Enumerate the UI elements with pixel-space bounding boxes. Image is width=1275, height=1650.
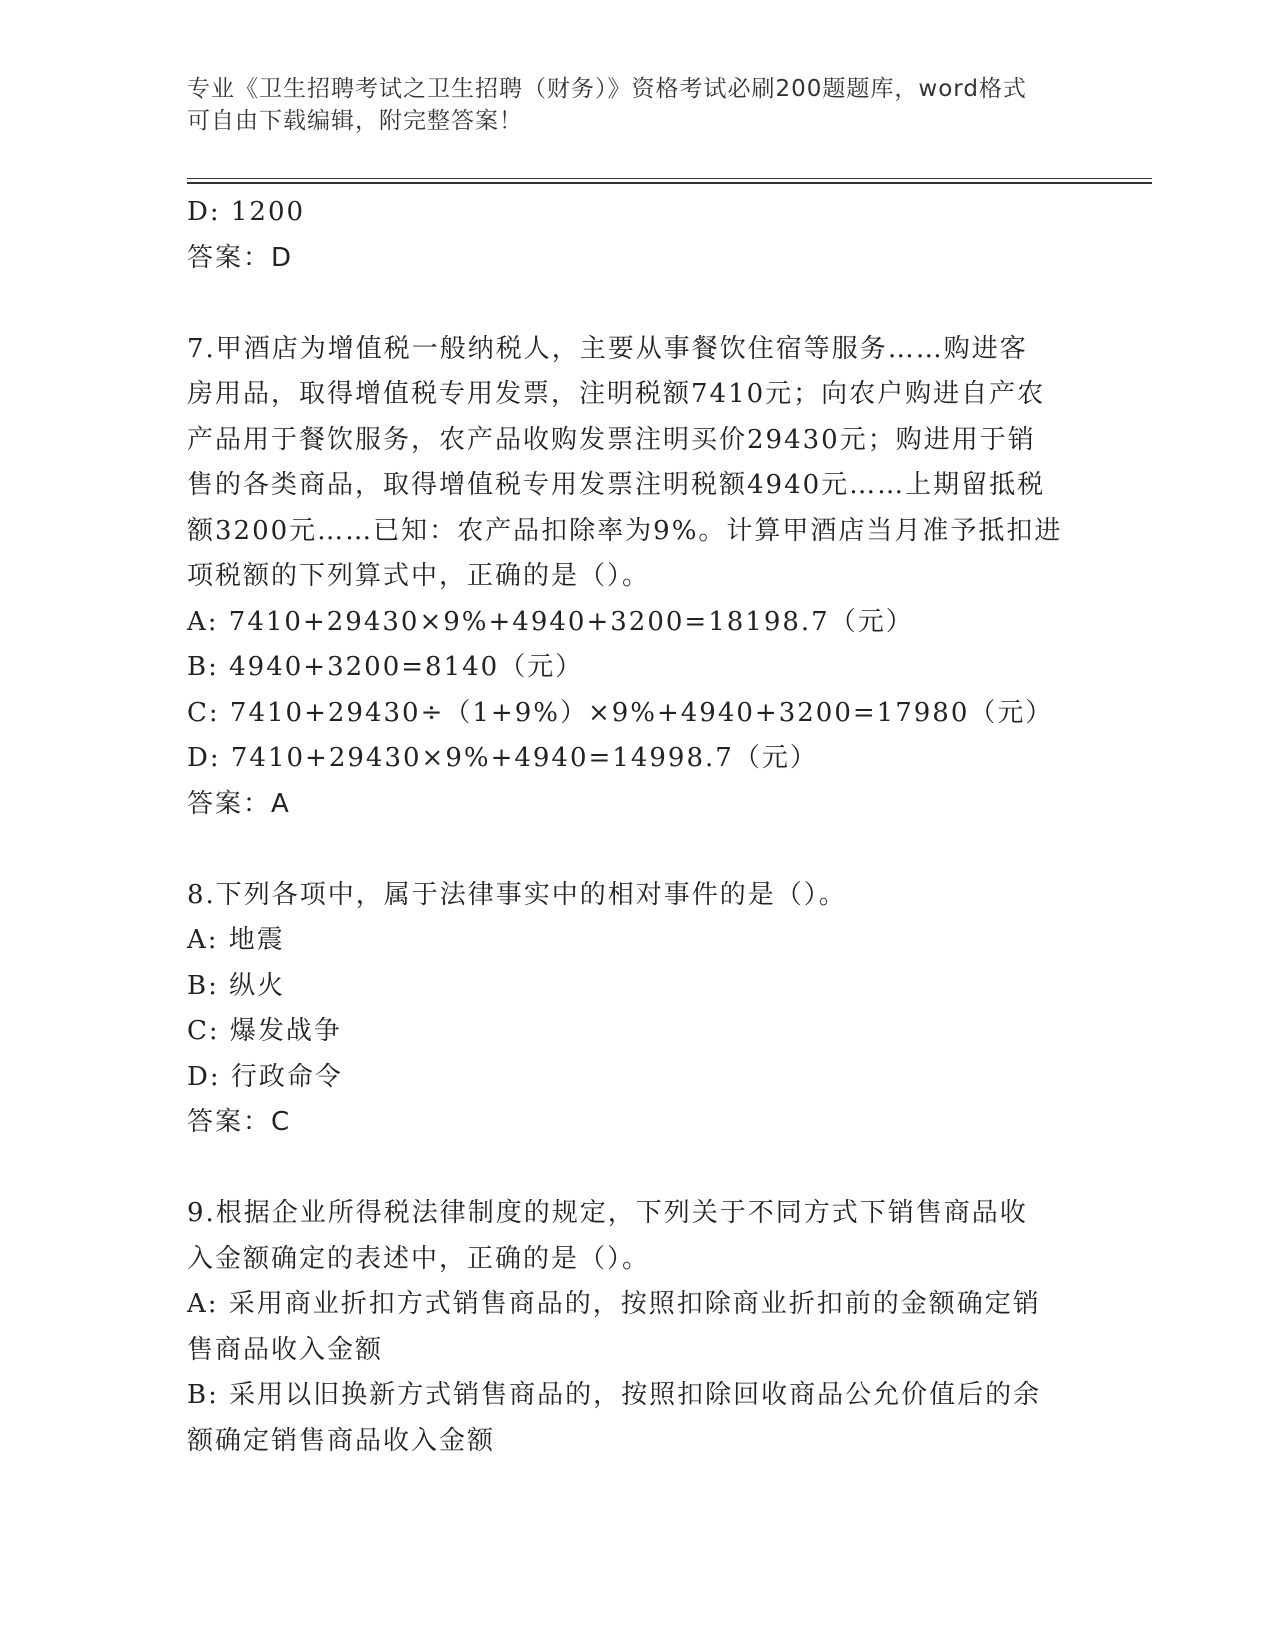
option-a: A: 地震 <box>187 925 285 955</box>
option-b-line: B: 采用以旧换新方式销售商品的，按照扣除回收商品公允价值后的余 <box>187 1380 1042 1410</box>
page-header <box>187 73 1067 137</box>
header-title-line-1: 专业《卫生招聘考试之卫生招聘（财务）》资格考试必刷200题题库，word格式 <box>187 76 1027 102</box>
option-d: D: 1200 <box>187 197 306 227</box>
option-b-line: 额确定销售商品收入金额 <box>187 1425 496 1456</box>
option-a-line: A: 采用商业折扣方式销售商品的，按照扣除商业折扣前的金额确定销 <box>187 1289 1041 1319</box>
option-d: D: 行政命令 <box>187 1061 343 1092</box>
header-divider-thin <box>187 178 1152 179</box>
question-8 <box>187 873 1087 1146</box>
question-9 <box>187 1191 1087 1464</box>
question-stem-line: 产品用于餐饮服务，农产品收购发票注明买价29430元；购进用于销 <box>187 424 1036 455</box>
header-divider-thick <box>187 182 1152 184</box>
option-a-line: 售商品收入金额 <box>187 1334 384 1365</box>
spacer <box>187 1146 1087 1192</box>
answer-line: 答案：A <box>187 788 291 819</box>
option-b: B: 4940+3200=8140（元） <box>187 652 584 682</box>
option-c: C: 7410+29430÷（1+9%）×9%+4940+3200=17980（元） <box>187 697 1054 728</box>
question-6-tail <box>187 190 1087 281</box>
header-title-line-2: 可自由下载编辑，附完整答案！ <box>187 108 523 134</box>
question-stem-line: 8.下列各项中，属于法律事实中的相对事件的是（）。 <box>187 879 847 910</box>
option-b: B: 纵火 <box>187 970 286 1001</box>
answer-line: 答案：C <box>187 1107 292 1137</box>
question-stem-line: 售的各类商品，取得增值税专用发票注明税额4940元……上期留抵税 <box>187 470 1046 500</box>
option-a: A: 7410+29430×9%+4940+3200=18198.7（元） <box>187 606 914 637</box>
question-stem-line: 房用品，取得增值税专用发票，注明税额7410元；向农户购进自产农 <box>187 379 1046 409</box>
question-content <box>187 190 1087 1464</box>
question-stem-line: 项税额的下列算式中，正确的是（）。 <box>187 561 651 591</box>
question-stem-line: 额3200元……已知：农产品扣除率为9%。计算甲酒店当月准予抵扣进 <box>187 515 1063 546</box>
answer-line: 答案：D <box>187 242 294 273</box>
spacer <box>187 281 1087 327</box>
question-7 <box>187 327 1087 828</box>
question-stem-line: 9.根据企业所得税法律制度的规定，下列关于不同方式下销售商品收 <box>187 1198 1028 1228</box>
question-stem-line: 7.甲酒店为增值税一般纳税人，主要从事餐饮住宿等服务……购进客 <box>187 333 1028 364</box>
option-d: D: 7410+29430×9%+4940=14998.7（元） <box>187 743 818 773</box>
spacer <box>187 827 1087 873</box>
question-stem-line: 入金额确定的表述中，正确的是（）。 <box>187 1243 651 1274</box>
option-c: C: 爆发战争 <box>187 1016 342 1046</box>
